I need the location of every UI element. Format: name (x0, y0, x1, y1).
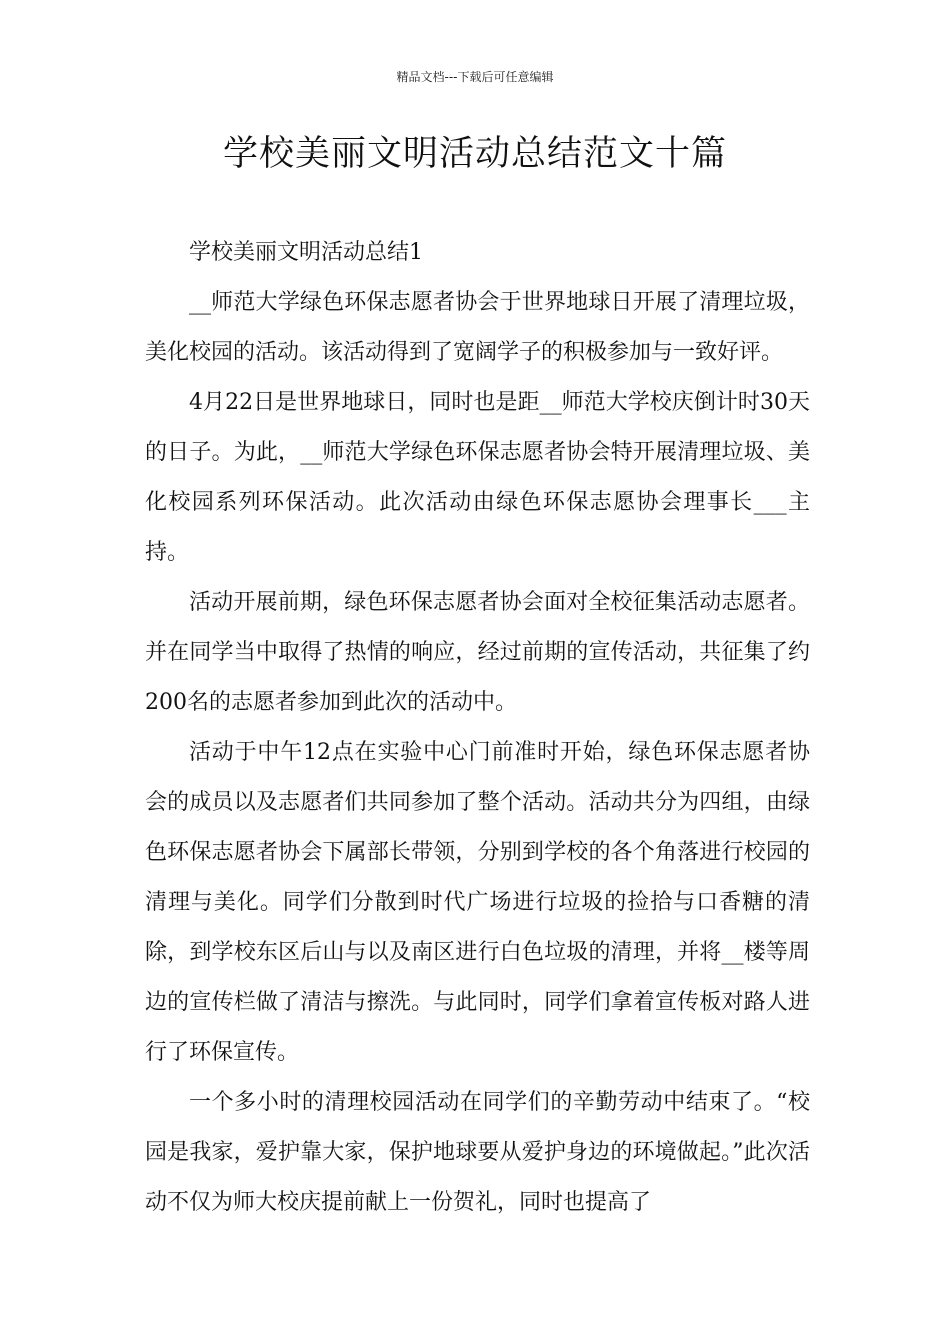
body-paragraph: 活动于中午12点在实验中心门前准时开始，绿色环保志愿者协会的成员以及志愿者们共同参加了整个活动。活动共分为四组，由绿色环保志愿者协会下属部长带领，分别到学校的各个角落进行校园的清理与美化。同学们分散到时代广场进行垃圾的捡拾与口香糖的清除，到学校东区后山与以及南区进行白色垃圾的清理，并将__楼等周边的宣传栏做了清洁与擦洗。与此同时，同学们拿着宣传板对路人进行了环保宣传。 (145, 740, 810, 1065)
body-paragraph: __师范大学绿色环保志愿者协会于世界地球日开展了清理垃圾，美化校园的活动。该活动得到了宽阔学子的积极参加与一致好评。 (145, 290, 810, 365)
header-note: 精品文档---下载后可任意编辑 (396, 70, 554, 84)
section-heading: 学校美丽文明活动总结1 (189, 240, 423, 265)
body-paragraph: 4月22日是世界地球日，同时也是距__师范大学校庆倒计时30天的日子。为此，__师范大学绿色环保志愿者协会特开展清理垃圾、美化校园系列环保活动。此次活动由绿色环保志愿协会理事长___主持。 (145, 390, 810, 565)
body-paragraph: 活动开展前期，绿色环保志愿者协会面对全校征集活动志愿者。并在同学当中取得了热情的响应，经过前期的宣传活动，共征集了约200名的志愿者参加到此次的活动中。 (145, 590, 810, 715)
body-paragraph: 一个多小时的清理校园活动在同学们的辛勤劳动中结束了。“校园是我家，爱护靠大家，保护地球要从爱护身边的环境做起。”此次活动不仅为师大校庆提前献上一份贺礼，同时也提高了 (145, 1090, 810, 1215)
document-body (145, 228, 810, 1228)
document-title: 学校美丽文明活动总结范文十篇 (222, 134, 727, 174)
